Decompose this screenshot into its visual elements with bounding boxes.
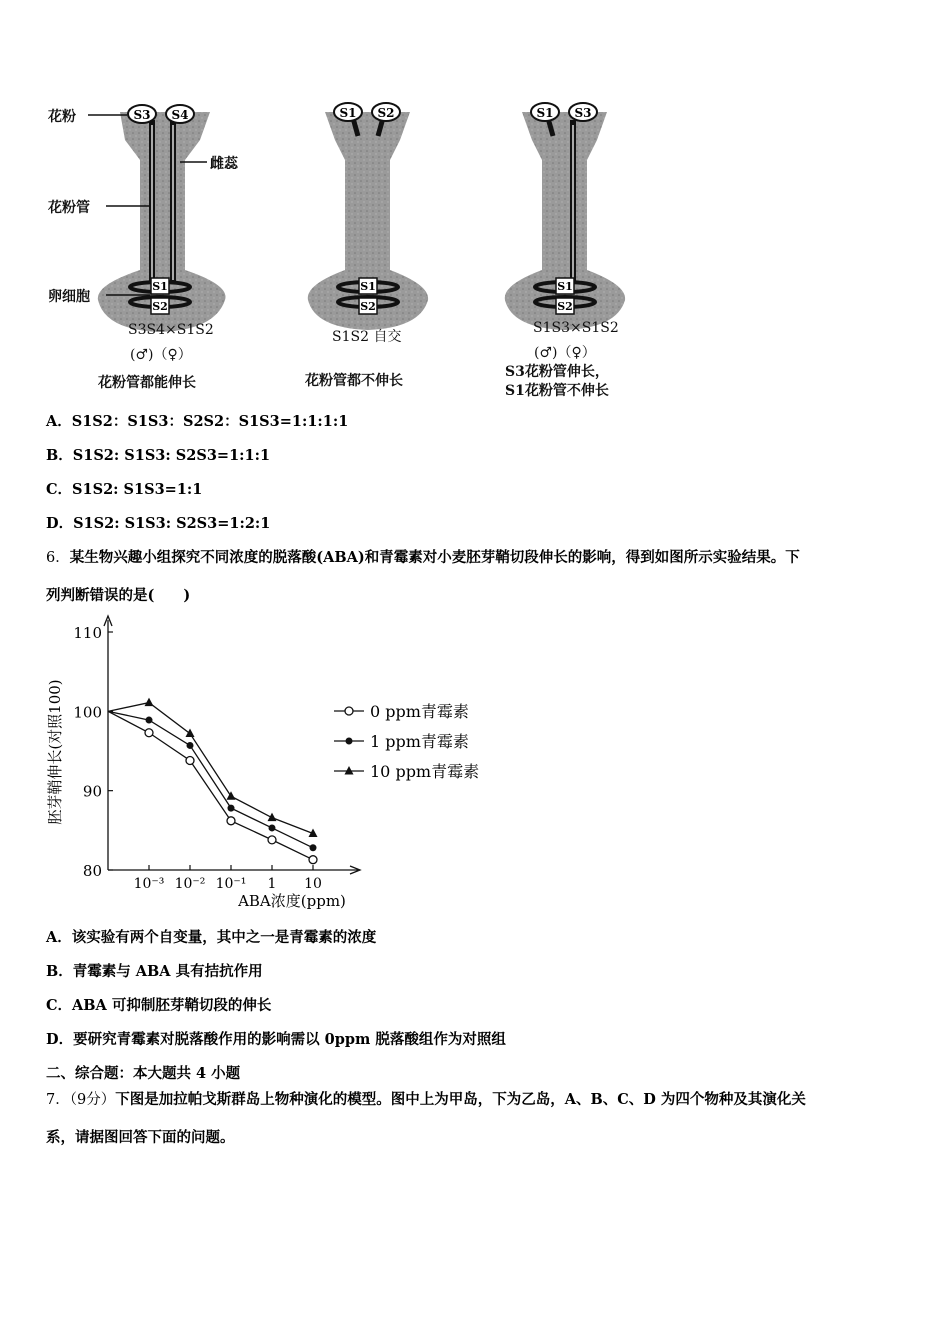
aba-chart-svg xyxy=(40,612,500,917)
pistil-2-cross: S1S2 自交 xyxy=(332,329,402,345)
legend-2-label: 1 ppm青霉素 xyxy=(370,732,469,751)
series-2-point xyxy=(146,717,153,724)
series-2-line xyxy=(108,711,313,847)
series-1-point xyxy=(309,856,317,864)
x-tick-label: 1 xyxy=(267,876,277,892)
series-3-point xyxy=(145,698,154,707)
q6-stem-line2: 列判断错误的是( ) xyxy=(46,587,191,604)
pistil-3-caption-2: S1花粉管不伸长 xyxy=(505,383,609,399)
series-2-point xyxy=(310,844,317,851)
series-1-point xyxy=(227,817,235,825)
q6-option-d: D．要研究青霉素对脱落酸作用的影响需以 0ppm 脱落酸组作为对照组 xyxy=(46,1031,506,1048)
legend-1-marker xyxy=(345,707,353,715)
q5-option-a: A．S1S2：S1S3：S2S2：S1S3=1:1:1:1 xyxy=(46,413,349,430)
pistil-2-egg-bottom-label: S2 xyxy=(360,300,376,313)
x-tick-label: 10⁻¹ xyxy=(215,876,247,892)
pistil-2-pollen-right-label: S2 xyxy=(377,106,395,120)
series-3-point xyxy=(268,813,277,822)
q6-stem-line1 xyxy=(46,546,800,567)
pistil-2-egg-top-label: S1 xyxy=(360,280,376,293)
series-3-point xyxy=(186,729,195,738)
label-egg-cell: 卵细胞 xyxy=(48,289,90,305)
pollen-tube-figure xyxy=(0,0,950,405)
label-pollen-tube: 花粉管 xyxy=(48,200,90,216)
y-tick-label: 80 xyxy=(82,862,102,880)
y-tick-label: 110 xyxy=(73,624,102,642)
label-pistil: 雌蕊 xyxy=(210,156,238,172)
y-axis-label: 胚芽鞘伸长(对照100) xyxy=(46,679,64,825)
y-tick-label: 90 xyxy=(82,782,102,801)
pistil-1-pollen-right-label: S4 xyxy=(171,108,189,122)
aba-chart xyxy=(40,612,500,917)
pistil-1-egg-top-label: S1 xyxy=(152,280,168,293)
pistil-1-caption: 花粉管都能伸长 xyxy=(98,375,196,391)
pistil-1 xyxy=(98,105,226,332)
q5-option-d: D．S1S2: S1S3: S2S3=1:2:1 xyxy=(46,515,271,532)
pistil-1-egg-bottom-label: S2 xyxy=(152,300,168,313)
pistil-3-sex: (♂)（♀） xyxy=(534,345,596,361)
pistil-3-cross: S1S3×S1S2 xyxy=(533,320,619,336)
series-3-line xyxy=(108,703,313,834)
series-1-point xyxy=(145,729,153,737)
series-1-point xyxy=(186,757,194,765)
series-1-line xyxy=(108,711,313,859)
pistil-3-pollen-left-label: S1 xyxy=(536,106,554,120)
y-tick-label: 100 xyxy=(73,703,102,722)
pistil-2 xyxy=(308,103,428,330)
x-tick-label: 10 xyxy=(304,876,322,892)
x-axis-label: ABA浓度(ppm) xyxy=(238,892,346,910)
section-2-heading: 二、综合题：本大题共 4 小题 xyxy=(46,1065,241,1082)
legend-2-marker xyxy=(346,738,353,745)
series-2-point xyxy=(269,824,276,831)
q7-number: 7． xyxy=(46,1092,70,1108)
q6-text-1: 某生物兴趣小组探究不同浓度的脱落酸(ABA)和青霉素对小麦胚芽鞘切段伸长的影响，得到如图所示实验结果。下 xyxy=(69,549,800,566)
pistil-2-caption: 花粉管都不伸长 xyxy=(305,373,403,389)
pistil-1-cross: S3S4×S1S2 xyxy=(128,322,214,338)
series-1-point xyxy=(268,836,276,844)
q7-stem-line2: 系，请据图回答下面的问题。 xyxy=(46,1129,235,1146)
q7-stem-line1 xyxy=(46,1088,806,1109)
pistil-3 xyxy=(505,103,625,330)
pistil-3-pollen-right-label: S3 xyxy=(574,106,592,120)
q5-option-b: B．S1S2: S1S3: S2S3=1:1:1 xyxy=(46,447,271,464)
pistil-1-pollen-left-label: S3 xyxy=(133,108,151,122)
pistil-3-egg-bottom-label: S2 xyxy=(557,300,573,313)
legend-3-marker xyxy=(345,766,354,775)
q7-text-1: 下图是加拉帕戈斯群岛上物种演化的模型。图中上为甲岛，下为乙岛，A、B、C、D 为四个物种及其演化关 xyxy=(115,1091,806,1108)
label-pollen: 花粉 xyxy=(48,109,76,125)
x-tick-label: 10⁻³ xyxy=(133,876,165,892)
q6-option-a: A．该实验有两个自变量，其中之一是青霉素的浓度 xyxy=(46,929,377,946)
series-2-point xyxy=(187,742,194,749)
pistil-3-caption-1: S3花粉管伸长， xyxy=(505,364,609,380)
q7-score: （9分） xyxy=(69,1092,116,1108)
pistil-3-egg-top-label: S1 xyxy=(557,280,573,293)
pistil-1-sex: (♂)（♀） xyxy=(130,347,192,363)
x-tick-label: 10⁻² xyxy=(174,876,206,892)
series-2-point xyxy=(228,805,235,812)
q6-number: 6． xyxy=(46,550,70,566)
q6-option-c: C．ABA 可抑制胚芽鞘切段的伸长 xyxy=(46,997,272,1014)
q6-option-b: B．青霉素与 ABA 具有拮抗作用 xyxy=(46,963,263,980)
q5-option-c: C．S1S2: S1S3=1:1 xyxy=(46,481,203,498)
legend-3-label: 10 ppm青霉素 xyxy=(370,762,480,781)
legend-1-label: 0 ppm青霉素 xyxy=(370,702,469,721)
pistil-2-pollen-left-label: S1 xyxy=(339,106,357,120)
